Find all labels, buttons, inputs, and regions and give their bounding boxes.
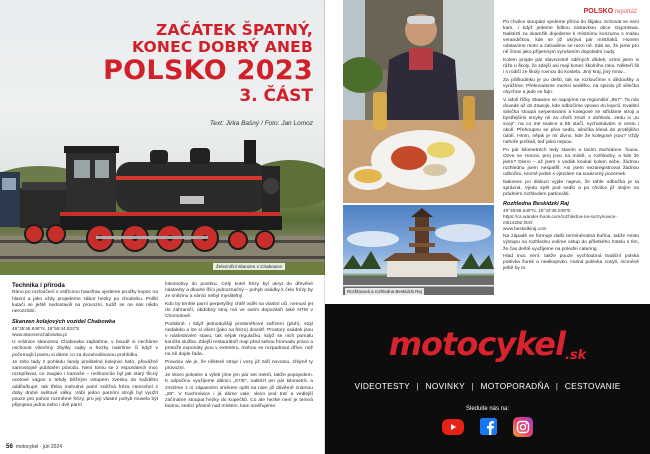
logo-suffix: .sk (564, 348, 587, 363)
menu-separator: | (416, 381, 419, 391)
paragraph: lokomotivy do postrku. Celý kotel frézy byl ukryt do dřevěné nástavby a dlouhé lžíci jednoznačný – pohyb osádky k čelu frézy by ze snězinu a vánici nebyl myslitelný. (165, 282, 313, 300)
paragraph: Kolem projde pár slavnostně oděných dědek, vzimi jsem si růže u školy, že zdejší asi mají konec školního roku. Někteří šli i s rodiči ze školy rovnou do kostela. Jiný kraj, jiný mrav... (503, 58, 639, 76)
paragraph: Po pár kilometrech tedy stavím a tasím zachránce. founa. Ozve se Honza, prej jsou na místě, u rozhledny, a kde že jsem? Divno – až jsem s vodák koukal kolem sebe, žádnou rozhlednu jsem nespatřil. Asi jsem nezaregistroval žádnou odbočku, kromě jedné s vjezdem na soukromý pozemek. (503, 147, 639, 178)
paragraph: Na západě se formuje další terminérodná buřina, takže místo výstupu na rozhlednu volíme ostup do příletkého hotelu s tím, že čas deště využijeme na polední catering. (503, 234, 639, 252)
section-tag (584, 8, 637, 15)
paragraph: Hlad moc není, takže pouze vychloubná tradiční polská polévka žurek a nealkopivko. Hutná polévka zosyti, nicméně ještě by to (503, 254, 639, 272)
website-link[interactable]: www.beskidkiraj.com (503, 225, 547, 231)
byline: Text: Jirka Bašný / Foto: Jan Lomoz (209, 120, 313, 127)
paragraph: Je toho tady z pohledu fandy prašitelné kolejnici hafo, převážně samostojně poblotém původu. Není tomu se z exponátech moc rozepílovat, co zaujalo i kamoše – nečkoncůe byl jak starý třicný ocelové vagon s tehdy běžným vstupem zvenku do každého oddílu/kupé, tak třeba mohutná parní sněžná fréza Henschel z doby druhé světové války. Vábí jedno parními strojů byl využít pouze pro pohon rozměrné frézy, pro její vlastní pohyb musela být připojena jedna nebo i dvě parní (12, 360, 158, 408)
section-label: reportáž (614, 9, 637, 15)
sub-heading-skanzen: Skanzen kolejových vozidel Chabowka (12, 318, 116, 325)
menu-separator: | (471, 381, 474, 391)
youtube-icon[interactable] (442, 419, 464, 435)
right-page (325, 0, 650, 454)
motocykel-advertisement[interactable] (325, 304, 650, 454)
photo-caption-tower: Rozhlasová a rozhledna Beskidzki Raj (347, 289, 422, 294)
ad-menu (325, 381, 650, 391)
section-heading-technika: Technika i příroda (12, 282, 65, 289)
paragraph: Je skoro poledne a výletí jíme jen pár set metrů, takže popojedem. K odpočinu využijeme dálnici „S7/E", nalitézt jen pár kilometrů, a zmizíme z ní zápasném směrem opět na nám již důvěrně známou „28". V Kachnówce i já dáme vale, vlevo pod trať a vedlejší začínáme stoupat hezky do kopečků. Co ale hezké není je temná burina, sedící přesně nad místem, kam směřujeme. (165, 373, 313, 409)
tower-illustration (343, 205, 494, 295)
paragraph: Kdo by tenhle parní perpetyčký chtěl vidět na vlastní oči, nemusí jet do zahraničí, obdobný stroj má ve svém depozitáři také NTM v Chomutově. (165, 301, 313, 319)
paragraph: Po chvilce stoupání vjedeme přímo do šlijaku. Schovat se není kam, i když jedeme fidkou zástavbou obce Gigonlowa. Nalitézti za okamžik dojedeme k místnímu konzumu s malou verandičkou, kde se již ukrývá pár místňáků. Honem odstavíme moto a zahadíme se mezi ně. Zdá se, že jsme pro ně čímsi jako příjemným vyrušením dopolední nudy. (503, 20, 639, 56)
section-name: POLSKO (583, 8, 614, 15)
title-line-1: ZAČÁTEK ŠPATNÝ, (156, 21, 313, 39)
page-number: 56 (6, 443, 13, 450)
gps-coordinates: 49°45'58.640"N, 19°32'38.039"E (503, 208, 571, 214)
social-icons (325, 417, 650, 437)
paragraph: Pravdou ale je, že některé stroje i vozy již září novotou, zřejmě ty provozní. (165, 359, 313, 371)
photo-caption-chabowka: Železniční skanzen v Chabowce (213, 263, 285, 270)
facebook-icon[interactable] (480, 418, 497, 435)
sub-heading-rozhledna: Rozhledna Beskidzki Raj (503, 201, 569, 208)
menu-item-cestovanie[interactable]: CESTOVANIE (564, 381, 621, 391)
restaurant-illustration (343, 0, 494, 203)
gps-coordinates: 49°35'46.846"N, 19°55'44.822"E (12, 325, 80, 331)
article-title (103, 22, 313, 106)
paragraph: Za půlhodinku je po dešti, tak se rozloučíme s dědoušky a vyrážíme. Překnouleme mezisi sedélko, na sjezdu již silnička osychne a jede se fajn. (503, 77, 639, 96)
website-link[interactable]: https://cs.wander-book.com/rozhledna-na-surzynowce-mk14282.html (503, 213, 617, 225)
hero-photo-steam-locomotive (0, 0, 325, 275)
title-line-2: KONEC DOBRÝ ANEB (132, 38, 313, 56)
menu-item-novinky[interactable]: NOVINKY (425, 381, 465, 391)
logo-main: motocykel (388, 325, 565, 363)
page-folio (6, 443, 62, 450)
menu-item-videotesty[interactable]: VIDEOTESTY (354, 381, 410, 391)
follow-us-text: Sleduite nás na: (465, 406, 510, 412)
menu-separator: | (555, 381, 559, 391)
paragraph: U vrátnice skanzenu Chabowka zaplatíme, v boudě si necháme uschovat všechny zbytky cajky a hezky nakrlíme či když v počernající parnu si dáme co za dvouhodinovou prohlídku. (12, 340, 158, 358)
left-column-1 (12, 282, 158, 410)
title-part: 3. ČÁST (239, 86, 313, 106)
photo-observation-tower (343, 205, 494, 295)
website-link[interactable]: www.skansenchabowka.pl (12, 331, 67, 337)
paragraph: Ráno po rozloučení s vstřícnou hausfrau vjedeme pruďky kopec na hlavní a jako vždy projedeme zábor hezky po chodníku. Polští kutači se ještě nedostavili na provozní, tudíž se na nás nikdo nerozzlobí. (12, 290, 158, 314)
instagram-icon[interactable] (513, 417, 533, 437)
title-main: POLSKO 2023 (103, 55, 313, 86)
menu-item-motoporadna[interactable]: MOTOPORADŇA (480, 381, 550, 391)
motocykel-logo[interactable] (335, 326, 640, 362)
left-column-2 (165, 282, 313, 411)
right-column (503, 20, 639, 274)
paragraph: Podobně, i když jednoduššiji protisněhové zařízení (pluh), stojí nedaleko a lze si všimt (jako na frézo) dovnitř. Prostory osádek jsou v následovém stavu, tak nějak regulačku, když se nich pomalu končila služba. Zdejší restaurátoři mají před sebou hromadu práce a protože exponáty jsou v exteriéru, mohou se rozpadnout dříve, než na ně dojde řada... (165, 321, 313, 358)
issue-label: motocykel · jún 2024 (15, 444, 63, 450)
paragraph: V údolí říčky Skawice se napojíme na regionální „957". Ta nás dovede až do Zawoje, kde odbočíme vpravo do kopců. Kvalitní silnička stoupá serpentinami a kolegové se střídáme stroji a bystřejšími smyky mi za chvíli zmizí z dohledu. Jedu si „tu svoji", na co mé reakce a 85 stačí, vychutnávám si cestu i okolí. Přehoupnu se přes sedlo, silnička klesá do protějšího údolí. Hmm, nějak je mi divno, kde že kolegové jsou? Vždy nahoře počkali, teď jaksi nejsou. (503, 97, 639, 146)
photo-man-with-meal (343, 0, 494, 203)
paragraph: Nakonec po diskuzi vyjde najevo, že tahle odbočka je ta správná. Vjedu zpět pod sedlo a po chvilce již stojím na prádném rozhledem parkovišti. (503, 179, 639, 198)
